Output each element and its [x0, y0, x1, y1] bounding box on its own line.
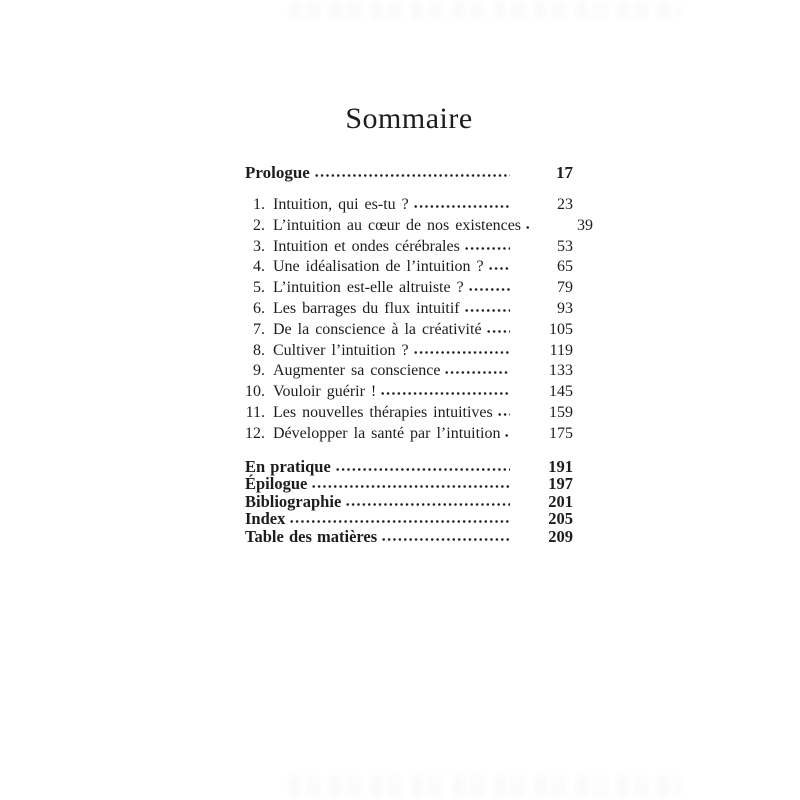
toc-entry — [245, 457, 573, 475]
chapter-number: 1. — [253, 196, 265, 213]
chapter-title: Développer la santé par l’intuition — [273, 424, 501, 442]
section-title: Prologue — [245, 163, 310, 182]
section-title: Bibliographie — [245, 491, 342, 511]
chapter-number: 8. — [253, 341, 265, 359]
dot-leader — [485, 329, 510, 334]
chapter-number: 10. — [245, 383, 265, 401]
page-showthrough-bottom — [290, 776, 680, 796]
page-number: 205 — [548, 509, 573, 529]
chapter-number: 11. — [245, 403, 265, 421]
toc-entry — [245, 216, 594, 238]
dot-leader — [463, 246, 510, 251]
dot-leader — [310, 484, 510, 489]
toc-entry — [245, 362, 573, 383]
section-title: Épilogue — [245, 474, 308, 494]
page-title: Sommaire — [345, 102, 473, 135]
chapter-number: 12. — [245, 424, 265, 442]
page-number: 79 — [557, 279, 573, 297]
toc-entry — [245, 492, 573, 510]
dot-leader — [467, 287, 510, 292]
dot-leader — [524, 225, 530, 230]
back-matter-list — [245, 457, 573, 545]
dot-leader — [344, 502, 510, 507]
chapter-number: 7. — [253, 320, 265, 338]
toc-entry — [245, 196, 573, 217]
toc-entry — [245, 527, 573, 545]
page-number: 39 — [577, 216, 594, 234]
section-title: En pratique — [245, 456, 331, 476]
dot-leader — [380, 537, 510, 542]
toc-entry — [245, 279, 573, 300]
toc-entry — [245, 509, 573, 527]
chapter-title: Les barrages du flux intuitif — [273, 299, 460, 317]
dot-leader — [334, 467, 510, 472]
chapter-title: L’intuition est-elle altruiste ? — [273, 279, 464, 297]
page-number: 119 — [549, 341, 573, 359]
page-number: 105 — [549, 320, 573, 338]
chapter-title: Vouloir guérir ! — [273, 383, 377, 401]
chapter-number: 2. — [253, 216, 265, 234]
page-number: 159 — [549, 403, 573, 421]
page-number: 191 — [548, 456, 573, 476]
chapter-number: 4. — [253, 258, 265, 276]
chapter-number: 9. — [253, 362, 265, 380]
chapter-title: Cultiver l’intuition ? — [273, 341, 409, 359]
toc-entry — [245, 383, 573, 404]
chapter-title: De la conscience à la créativité — [273, 320, 482, 338]
dot-leader — [496, 412, 510, 417]
toc-entry — [245, 238, 573, 259]
page-number: 133 — [549, 362, 573, 380]
chapter-title: Intuition, qui es-tu ? — [273, 196, 409, 213]
page-number: 209 — [548, 526, 573, 546]
page-number: 201 — [548, 491, 573, 511]
dot-leader — [487, 266, 510, 271]
chapter-title: Les nouvelles thérapies intuitives — [273, 403, 493, 421]
chapter-number: 6. — [253, 299, 265, 317]
page-number: 53 — [557, 237, 573, 255]
chapter-number: 5. — [253, 279, 265, 297]
page-number: 145 — [549, 383, 573, 401]
chapter-title: Une idéalisation de l’intuition ? — [273, 258, 484, 276]
page-number: 197 — [548, 474, 573, 494]
page-number: 93 — [557, 299, 573, 317]
page-number: 23 — [557, 196, 573, 213]
page-number: 17 — [556, 163, 573, 182]
dot-leader — [412, 350, 510, 355]
toc-entry — [245, 258, 573, 279]
chapter-title: Intuition et ondes cérébrales — [273, 237, 460, 255]
dot-leader — [443, 370, 510, 375]
chapter-number: 3. — [253, 237, 265, 255]
toc-entry — [245, 404, 573, 425]
section-title: Index — [245, 509, 286, 529]
page-number: 175 — [549, 424, 573, 442]
page-number: 65 — [557, 258, 573, 276]
dot-leader — [503, 433, 510, 438]
toc-entry-prologue — [245, 163, 573, 187]
dot-leader — [463, 308, 510, 313]
section-title: Table des matières — [245, 526, 378, 546]
dot-leader — [288, 519, 510, 524]
page-showthrough-top — [290, 2, 680, 18]
chapter-list — [245, 196, 594, 446]
chapter-title: Augmenter sa conscience — [273, 362, 441, 380]
chapter-title: L’intuition au cœur de nos existences — [273, 216, 522, 234]
toc-entry — [245, 342, 573, 363]
toc-entry — [245, 300, 573, 321]
toc-entry — [245, 321, 573, 342]
dot-leader — [412, 204, 510, 209]
table-of-contents — [245, 163, 594, 546]
dot-leader — [313, 173, 510, 178]
dot-leader — [379, 391, 510, 396]
toc-entry — [245, 474, 573, 492]
toc-entry — [245, 425, 573, 446]
